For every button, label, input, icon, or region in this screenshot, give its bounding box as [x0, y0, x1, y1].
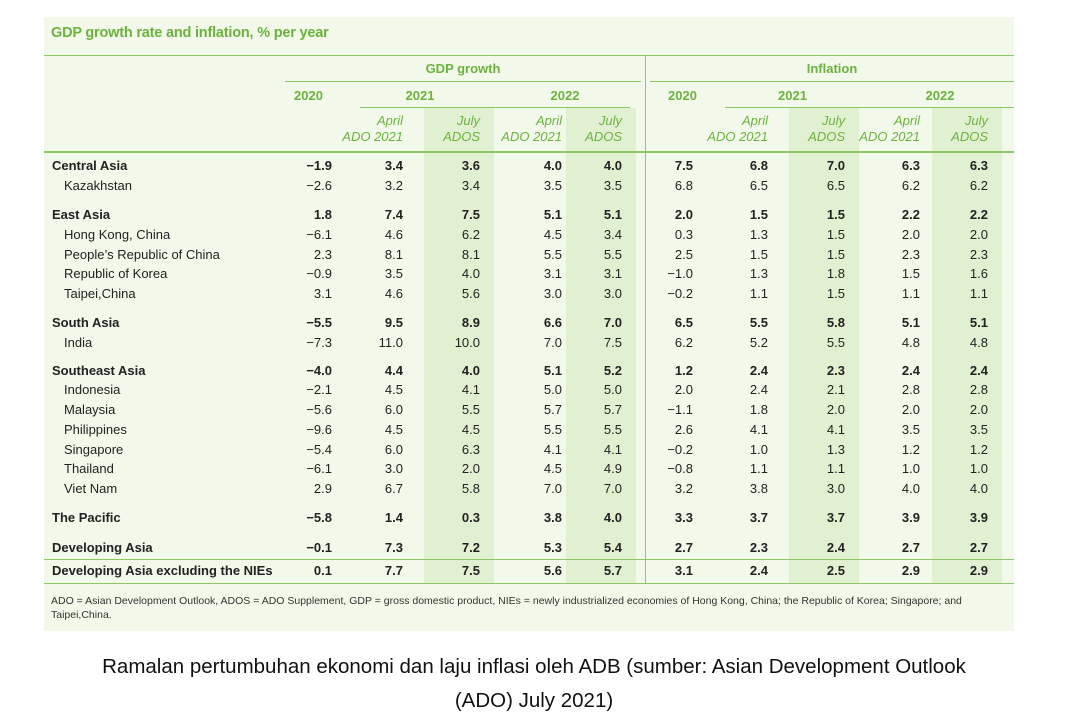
table-cell: 2.3 — [826, 363, 845, 378]
table-cell: −1.1 — [667, 402, 693, 417]
table-cell: 3.9 — [969, 510, 988, 525]
table-cell: 4.0 — [543, 158, 562, 173]
table-cell: 1.5 — [826, 227, 845, 242]
table-cell: 5.8 — [461, 481, 480, 496]
row-label: India — [64, 335, 93, 350]
table-cell: 8.9 — [461, 315, 480, 330]
table-cell: 1.8 — [313, 207, 332, 222]
table-cell: 6.2 — [901, 178, 920, 193]
table-cell: 1.1 — [969, 286, 988, 301]
table-cell: 2.0 — [674, 207, 693, 222]
table-cell: 5.6 — [543, 563, 562, 578]
table-row — [44, 420, 1014, 440]
table-cell: 5.5 — [826, 335, 845, 350]
subheader-line-1: July — [964, 113, 988, 128]
table-cell: 5.1 — [969, 315, 988, 330]
table-cell: 1.2 — [969, 442, 988, 457]
table-cell: 7.0 — [603, 315, 622, 330]
table-cell: 6.5 — [749, 178, 768, 193]
rule-gdp-group — [285, 81, 641, 82]
table-cell: 9.5 — [384, 315, 403, 330]
table-cell: 1.1 — [749, 461, 768, 476]
table-cell: 4.1 — [826, 422, 845, 437]
table-cell: 5.7 — [603, 563, 622, 578]
subheader — [688, 113, 768, 145]
subheader-line-1: July — [598, 113, 622, 128]
subheader — [765, 113, 845, 145]
table-cell: 7.3 — [384, 540, 403, 555]
row-label: Singapore — [64, 442, 124, 457]
table-cell: 2.8 — [969, 382, 988, 397]
table-cell: −0.1 — [306, 540, 332, 555]
table-cell: 3.8 — [749, 481, 768, 496]
table-cell: 3.5 — [603, 178, 622, 193]
table-row — [44, 400, 1014, 420]
table-cell: −5.8 — [306, 510, 332, 525]
table-row — [44, 459, 1014, 479]
table-cell: 4.9 — [603, 461, 622, 476]
table-cell: 2.4 — [901, 363, 920, 378]
table-row — [44, 333, 1014, 353]
table-row — [44, 479, 1014, 499]
table-cell: 1.5 — [901, 266, 920, 281]
subheader-line-2: ADO 2021 — [501, 129, 562, 144]
table-cell: 3.5 — [969, 422, 988, 437]
table-cell: 2.5 — [826, 563, 845, 578]
table-cell: 3.3 — [674, 510, 693, 525]
table-cell: 2.3 — [901, 247, 920, 262]
table-row — [44, 538, 1014, 558]
table-cell: 2.4 — [969, 363, 988, 378]
table-cell: 6.5 — [674, 315, 693, 330]
table-cell: 1.1 — [826, 461, 845, 476]
table-cell: 2.2 — [901, 207, 920, 222]
table-cell: 6.8 — [674, 178, 693, 193]
table-cell: 1.3 — [749, 266, 768, 281]
table-cell: 1.2 — [901, 442, 920, 457]
table-cell: 3.2 — [674, 481, 693, 496]
table-cell: 4.5 — [543, 227, 562, 242]
table-cell: 7.0 — [603, 481, 622, 496]
table-cell: 4.5 — [384, 422, 403, 437]
table-cell: 3.0 — [543, 286, 562, 301]
table-cell: −6.1 — [306, 227, 332, 242]
table-cell: −4.0 — [306, 363, 332, 378]
table-cell: −9.6 — [306, 422, 332, 437]
subheader — [542, 113, 622, 145]
table-row — [44, 361, 1014, 381]
table-cell: 5.5 — [543, 422, 562, 437]
table-cell: 4.1 — [603, 442, 622, 457]
table-cell: −1.9 — [306, 158, 332, 173]
year-header: 2021 — [405, 88, 435, 103]
subheader-line-2: ADO 2021 — [707, 129, 768, 144]
table-cell: 0.3 — [461, 510, 480, 525]
table-cell: −0.2 — [667, 442, 693, 457]
table-cell: 5.7 — [543, 402, 562, 417]
table-cell: 7.4 — [384, 207, 403, 222]
table-cell: 1.1 — [901, 286, 920, 301]
table-cell: 2.3 — [969, 247, 988, 262]
table-cell: 2.3 — [749, 540, 768, 555]
table-cell: 5.2 — [603, 363, 622, 378]
subheader-line-2: ADOS — [443, 129, 480, 144]
table-cell: 7.5 — [461, 563, 480, 578]
table-cell: 3.6 — [461, 158, 480, 173]
table-cell: 6.5 — [826, 178, 845, 193]
table-cell: 2.4 — [826, 540, 845, 555]
table-cell: 1.3 — [826, 442, 845, 457]
table-cell: 2.0 — [901, 402, 920, 417]
rule-inflation-group — [650, 81, 1014, 82]
table-cell: 2.2 — [969, 207, 988, 222]
table-cell: 2.9 — [313, 481, 332, 496]
table-cell: 4.5 — [384, 382, 403, 397]
table-cell: 6.2 — [969, 178, 988, 193]
subheader-line-2: ADO 2021 — [859, 129, 920, 144]
table-cell: 1.0 — [749, 442, 768, 457]
table-cell: 1.5 — [826, 247, 845, 262]
rule-top — [44, 55, 1014, 56]
table-cell: 6.8 — [749, 158, 768, 173]
table-cell: 1.8 — [749, 402, 768, 417]
table-cell: 3.4 — [384, 158, 403, 173]
table-cell: 3.5 — [384, 266, 403, 281]
table-cell: 3.1 — [674, 563, 693, 578]
table-cell: 3.0 — [603, 286, 622, 301]
subheader-line-2: ADOS — [951, 129, 988, 144]
table-cell: 2.3 — [313, 247, 332, 262]
table-footnote: ADO = Asian Development Outlook, ADOS = ADO Supplement, GDP = gross domestic product, NIEs = newly industrialized economies of Hong Kong, China; the Republic of Korea; Singapore; and Taipei,China. — [51, 595, 962, 621]
subheader-line-2: ADOS — [808, 129, 845, 144]
table-cell: 2.1 — [826, 382, 845, 397]
table-cell: −5.4 — [306, 442, 332, 457]
rule-bottom — [44, 583, 1014, 584]
row-label: Malaysia — [64, 402, 116, 417]
table-cell: 5.3 — [543, 540, 562, 555]
table-cell: 3.0 — [384, 461, 403, 476]
row-label: The Pacific — [52, 510, 121, 525]
rule-before-developing-asia — [44, 559, 1014, 560]
table-cell: 4.6 — [384, 227, 403, 242]
subheader-line-1: April — [741, 113, 768, 128]
table-cell: 4.0 — [461, 363, 480, 378]
table-cell: 4.0 — [603, 158, 622, 173]
table-cell: 3.4 — [603, 227, 622, 242]
table-cell: 1.5 — [826, 207, 845, 222]
table-cell: 5.5 — [603, 247, 622, 262]
table-cell: −0.8 — [667, 461, 693, 476]
table-row — [44, 225, 1014, 245]
subheader-line-1: July — [456, 113, 480, 128]
table-cell: 7.0 — [543, 335, 562, 350]
table-cell: 5.1 — [543, 207, 562, 222]
table-cell: 5.5 — [543, 247, 562, 262]
subheader-line-1: April — [376, 113, 403, 128]
table-cell: 4.8 — [901, 335, 920, 350]
year-header: 2022 — [550, 88, 580, 103]
table-cell: 4.0 — [901, 481, 920, 496]
caption-line-1: Ramalan pertumbuhan ekonomi dan laju inflasi oleh ADB (sumber: Asian Development Outlook — [102, 655, 966, 678]
table-cell: −2.6 — [306, 178, 332, 193]
table-cell: 3.9 — [901, 510, 920, 525]
table-cell: 2.0 — [901, 227, 920, 242]
table-cell: −7.3 — [306, 335, 332, 350]
subheader-line-1: April — [893, 113, 920, 128]
table-cell: 6.3 — [969, 158, 988, 173]
year-header: 2020 — [294, 88, 323, 103]
table-cell: 1.5 — [749, 247, 768, 262]
table-cell: −2.1 — [306, 382, 332, 397]
table-cell: 7.0 — [543, 481, 562, 496]
table-cell: 3.7 — [826, 510, 845, 525]
table-cell: 4.5 — [543, 461, 562, 476]
table-cell: 11.0 — [378, 335, 403, 350]
table-cell: 5.5 — [603, 422, 622, 437]
year-header: 2020 — [668, 88, 697, 103]
subheader — [323, 113, 403, 145]
table-cell: 5.4 — [603, 540, 622, 555]
row-label: Developing Asia — [52, 540, 153, 555]
table-cell: 3.7 — [749, 510, 768, 525]
table-row — [44, 205, 1014, 225]
subheader-line-2: ADOS — [585, 129, 622, 144]
table-cell: 3.5 — [901, 422, 920, 437]
row-label: Indonesia — [64, 382, 121, 397]
table-cell: 8.1 — [384, 247, 403, 262]
table-cell: 7.0 — [826, 158, 845, 173]
table-cell: 1.5 — [749, 207, 768, 222]
row-label: Viet Nam — [64, 481, 118, 496]
table-cell: 2.0 — [826, 402, 845, 417]
table-cell: 4.1 — [749, 422, 768, 437]
table-cell: 1.0 — [969, 461, 988, 476]
subheader — [908, 113, 988, 145]
row-label: Kazakhstan — [64, 178, 132, 193]
table-cell: 5.5 — [461, 402, 480, 417]
table-cell: 0.1 — [313, 563, 332, 578]
table-cell: −5.6 — [306, 402, 332, 417]
table-cell: 7.5 — [603, 335, 622, 350]
table-cell: 5.6 — [461, 286, 480, 301]
row-label: People’s Republic of China — [64, 247, 220, 262]
table-cell: 8.1 — [461, 247, 480, 262]
table-cell: 5.8 — [826, 315, 845, 330]
table-cell: 1.8 — [826, 266, 845, 281]
table-cell: 4.1 — [461, 382, 480, 397]
table-cell: −0.2 — [667, 286, 693, 301]
table-cell: 7.2 — [461, 540, 480, 555]
table-cell: 1.2 — [674, 363, 693, 378]
table-cell: 5.1 — [901, 315, 920, 330]
table-cell: 2.4 — [749, 563, 768, 578]
caption-line-2: (ADO) July 2021) — [454, 689, 614, 712]
table-row — [44, 156, 1014, 176]
rule-gdp-2021-2022 — [360, 107, 630, 108]
table-cell: 3.2 — [384, 178, 403, 193]
table-cell: 2.0 — [969, 227, 988, 242]
table-cell: 5.2 — [749, 335, 768, 350]
table-row — [44, 561, 1014, 581]
table-cell: 4.0 — [461, 266, 480, 281]
table-cell: 3.4 — [461, 178, 480, 193]
subheader-line-2: ADO 2021 — [342, 129, 403, 144]
row-label: Philippines — [64, 422, 127, 437]
table-cell: −1.0 — [667, 266, 693, 281]
table-cell: 2.8 — [901, 382, 920, 397]
table-cell: 4.6 — [384, 286, 403, 301]
table-cell: 2.9 — [969, 563, 988, 578]
table-cell: 4.1 — [543, 442, 562, 457]
table-cell: 4.0 — [603, 510, 622, 525]
table-title: GDP growth rate and inflation, % per year — [51, 25, 329, 41]
table-cell: 5.0 — [543, 382, 562, 397]
row-label: Republic of Korea — [64, 266, 168, 281]
row-label: East Asia — [52, 207, 111, 222]
table-row — [44, 284, 1014, 304]
group-header-inflation: Inflation — [806, 61, 858, 76]
row-label: Hong Kong, China — [64, 227, 171, 242]
table-cell: 2.4 — [749, 382, 768, 397]
table-cell: 0.3 — [674, 227, 693, 242]
table-row — [44, 264, 1014, 284]
table-cell: 1.1 — [749, 286, 768, 301]
year-header: 2021 — [778, 88, 807, 103]
table-cell: 2.9 — [901, 563, 920, 578]
table-cell: 6.3 — [461, 442, 480, 457]
table-cell: 4.5 — [461, 422, 480, 437]
row-label: South Asia — [52, 315, 120, 330]
table-cell: −6.1 — [306, 461, 332, 476]
table-cell: 5.1 — [543, 363, 562, 378]
table-row — [44, 440, 1014, 460]
table-cell: 6.7 — [384, 481, 403, 496]
table-cell: 7.7 — [384, 563, 403, 578]
table-cell: 3.0 — [826, 481, 845, 496]
table-cell: 5.1 — [603, 207, 622, 222]
table-cell: 6.6 — [543, 315, 562, 330]
table-cell: 3.1 — [313, 286, 332, 301]
table-cell: 4.0 — [969, 481, 988, 496]
table-cell: 1.0 — [901, 461, 920, 476]
table-cell: 1.6 — [969, 266, 988, 281]
table-cell: 7.5 — [461, 207, 480, 222]
row-label: Southeast Asia — [52, 363, 146, 378]
row-label: Thailand — [64, 461, 114, 476]
rule-inflation-2021-2022 — [725, 107, 1014, 108]
table-cell: 2.0 — [969, 402, 988, 417]
year-header: 2022 — [925, 88, 955, 103]
table-cell: 2.4 — [749, 363, 768, 378]
table-cell: 5.5 — [749, 315, 768, 330]
rule-header-bottom — [44, 151, 1014, 153]
table-cell: 6.2 — [461, 227, 480, 242]
row-label: Developing Asia excluding the NIEs — [52, 563, 273, 578]
table-cell: 6.2 — [674, 335, 693, 350]
table-cell: 2.0 — [461, 461, 480, 476]
table-cell: 1.3 — [749, 227, 768, 242]
table-cell: 3.5 — [543, 178, 562, 193]
table-cell: 3.1 — [543, 266, 562, 281]
subheader-line-1: April — [535, 113, 562, 128]
table-row — [44, 380, 1014, 400]
table-cell: 6.0 — [384, 442, 403, 457]
table-cell: 6.3 — [901, 158, 920, 173]
subheader-line-1: July — [821, 113, 845, 128]
row-label: Taipei,China — [64, 286, 136, 301]
table-cell: 5.7 — [603, 402, 622, 417]
table-cell: −5.5 — [306, 315, 332, 330]
table-cell: 2.6 — [674, 422, 693, 437]
table-cell: 4.8 — [969, 335, 988, 350]
table-cell: 2.5 — [674, 247, 693, 262]
table-cell: 1.5 — [826, 286, 845, 301]
group-header-gdp: GDP growth — [425, 61, 501, 76]
table-cell: 1.4 — [384, 510, 403, 525]
table-cell: 3.8 — [543, 510, 562, 525]
table-cell: 2.7 — [674, 540, 693, 555]
table-cell: 10.0 — [454, 335, 480, 350]
table-row — [44, 508, 1014, 528]
table-cell: 2.7 — [901, 540, 920, 555]
table-cell: 2.0 — [674, 382, 693, 397]
table-cell: 2.7 — [969, 540, 988, 555]
table-cell: 4.4 — [384, 363, 403, 378]
table-cell: 7.5 — [674, 158, 693, 173]
table-cell: −0.9 — [306, 266, 332, 281]
table-cell: 6.0 — [384, 402, 403, 417]
table-row — [44, 245, 1014, 265]
table-cell: 5.0 — [603, 382, 622, 397]
table-cell: 3.1 — [603, 266, 622, 281]
subheader — [400, 113, 480, 145]
row-label: Central Asia — [52, 158, 128, 173]
table-row — [44, 313, 1014, 333]
table-row — [44, 176, 1014, 196]
